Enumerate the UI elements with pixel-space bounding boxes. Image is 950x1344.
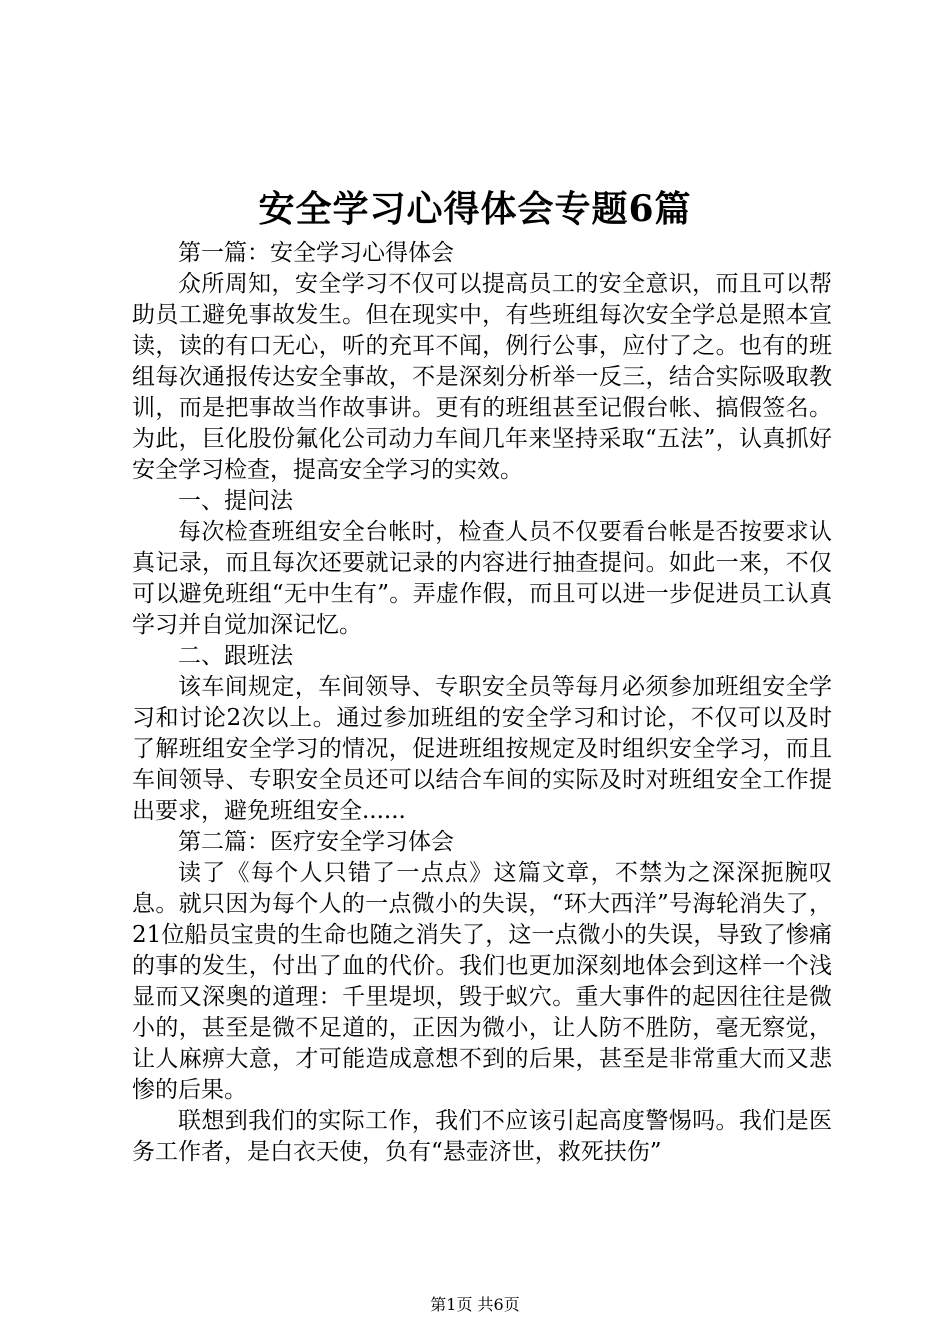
body-paragraph: 读了《每个人只错了一点点》这篇文章，不禁为之深深扼腕叹息。就只因为每个人的一点微小的失误，“环大西洋”号海轮消失了，21位船员宝贵的生命也随之消失了，这一点微小的失误，导致了惨痛的事的发生，付出了血的代价。我们也更加深刻地体会到这样一个浅显而又深奥的道理：千里堤坝，毁于蚁穴。重大事件的起因往往是微小的，甚至是微不足道的，正因为微小，让人防不胜防，毫无察觉，让人麻痹大意，才可能造成意想不到的后果，甚至是非常重大而又悲惨的后果。 (132, 860, 832, 1103)
page-number-footer: 第1页 共6页 (430, 1295, 520, 1314)
section-heading-1: 第一篇：安全学习心得体会 (178, 240, 454, 266)
subheading-questioning-method: 一、提问法 (178, 488, 293, 514)
subheading-shift-method: 二、跟班法 (178, 643, 293, 669)
body-paragraph: 众所周知，安全学习不仅可以提高员工的安全意识，而且可以帮助员工避免事故发生。但在现实中，有些班组每次安全学总是照本宣读，读的有口无心，听的充耳不闻，例行公事，应付了之。也有的班组每次通报传达安全事故，不是深刻分析举一反三，结合实际吸取教训，而是把事故当作故事讲。更有的班组甚至记假台帐、搞假签名。为此，巨化股份氟化公司动力车间几年来坚持采取“五法”，认真抓好安全学习检查，提高安全学习的实效。 (132, 271, 832, 483)
body-paragraph: 该车间规定，车间领导、专职安全员等每月必须参加班组安全学习和讨论2次以上。通过参加班组的安全学习和讨论，不仅可以及时了解班组安全学习的情况，促进班组按规定及时组织安全学习，而且车间领导、专职安全员还可以结合车间的实际及时对班组安全工作提出要求，避免班组安全...... (132, 674, 832, 824)
body-paragraph: 联想到我们的实际工作，我们不应该引起高度警惕吗。我们是医务工作者，是白衣天使，负有“悬壶济世，救死扶伤” (132, 1108, 832, 1165)
section-heading-2: 第二篇：医疗安全学习体会 (178, 829, 454, 855)
document-body (132, 238, 832, 1168)
document-title: 安全学习心得体会专题6篇 (258, 188, 692, 230)
body-paragraph: 每次检查班组安全台帐时，检查人员不仅要看台帐是否按要求认真记录，而且每次还要就记录的内容进行抽查提问。如此一来，不仅可以避免班组“无中生有”。弄虚作假，而且可以进一步促进员工认真学习并自觉加深记忆。 (132, 519, 832, 638)
